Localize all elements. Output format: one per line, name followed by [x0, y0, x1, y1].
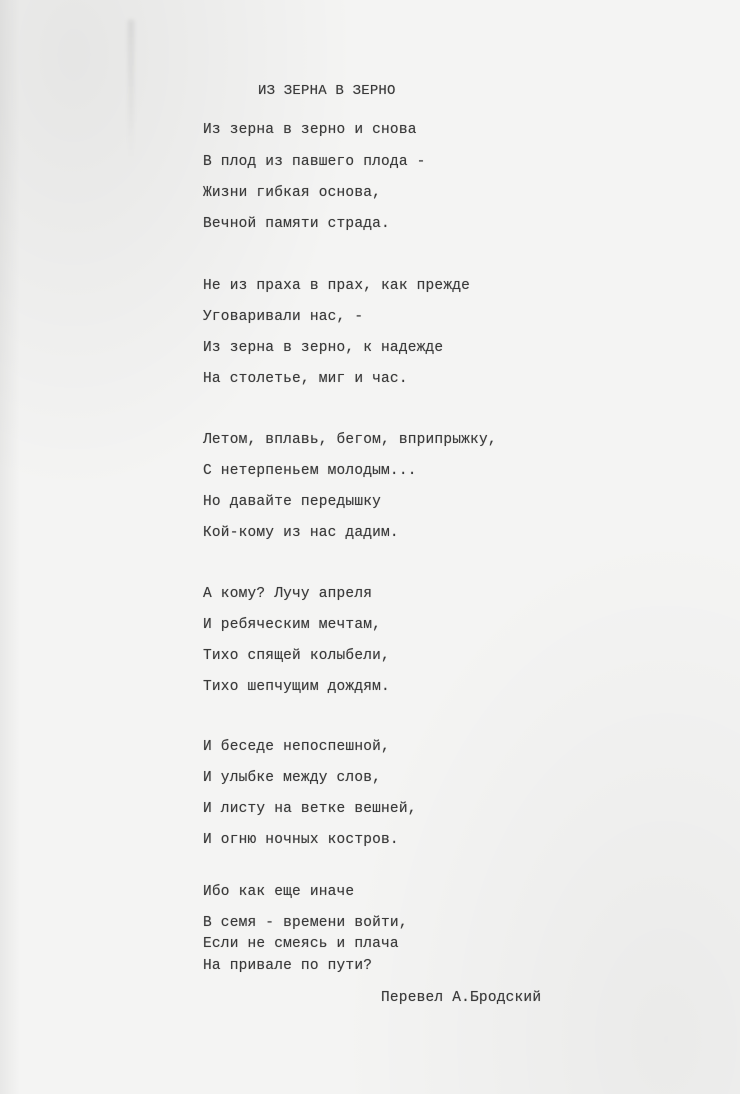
stanza-1-line-2: В плод из павшего плода - — [203, 154, 426, 170]
stanza-2-line-1: Не из праха в прах, как прежде — [203, 278, 471, 294]
stanza-4-line-4: Тихо шепчущим дождям. — [203, 679, 390, 695]
stanza-6-line-1: Ибо как еще иначе — [203, 884, 355, 900]
stanza-5-line-3: И листу на ветке вешней, — [203, 801, 417, 817]
stanza-2-line-3: Из зерна в зерно, к надежде — [203, 340, 444, 356]
stanza-1-line-1: Из зерна в зерно и снова — [203, 122, 417, 138]
stanza-5-line-2: И улыбке между слов, — [203, 770, 382, 786]
stanza-1-line-4: Вечной памяти страда. — [203, 216, 390, 232]
stanza-6-line-4: На привале по пути? — [203, 958, 373, 974]
translator-signature: Перевел А.Бродский — [381, 990, 542, 1006]
stanza-3-line-1: Летом, вплавь, бегом, вприпрыжку, — [203, 432, 497, 448]
stanza-5-line-4: И огню ночных костров. — [203, 832, 399, 848]
stanza-3-line-4: Кой-кому из нас дадим. — [203, 525, 399, 541]
paper-crease — [128, 20, 134, 160]
stanza-4-line-1: А кому? Лучу апреля — [203, 586, 373, 602]
poem-title: ИЗ ЗЕРНА В ЗЕРНО — [258, 83, 396, 99]
stanza-4-line-2: И ребяческим мечтам, — [203, 617, 382, 633]
stanza-1-line-3: Жизни гибкая основа, — [203, 185, 382, 201]
stanza-6-line-3: Если не смеясь и плача — [203, 936, 399, 952]
stanza-5-line-1: И беседе непоспешной, — [203, 739, 390, 755]
stanza-3-line-3: Но давайте передышку — [203, 494, 382, 510]
stanza-4-line-3: Тихо спящей колыбели, — [203, 648, 390, 664]
stanza-6-line-2: В семя - времени войти, — [203, 915, 408, 931]
stanza-3-line-2: С нетерпеньем молодым... — [203, 463, 417, 479]
stanza-2-line-2: Уговаривали нас, - — [203, 309, 364, 325]
stanza-2-line-4: На столетье, миг и час. — [203, 371, 408, 387]
